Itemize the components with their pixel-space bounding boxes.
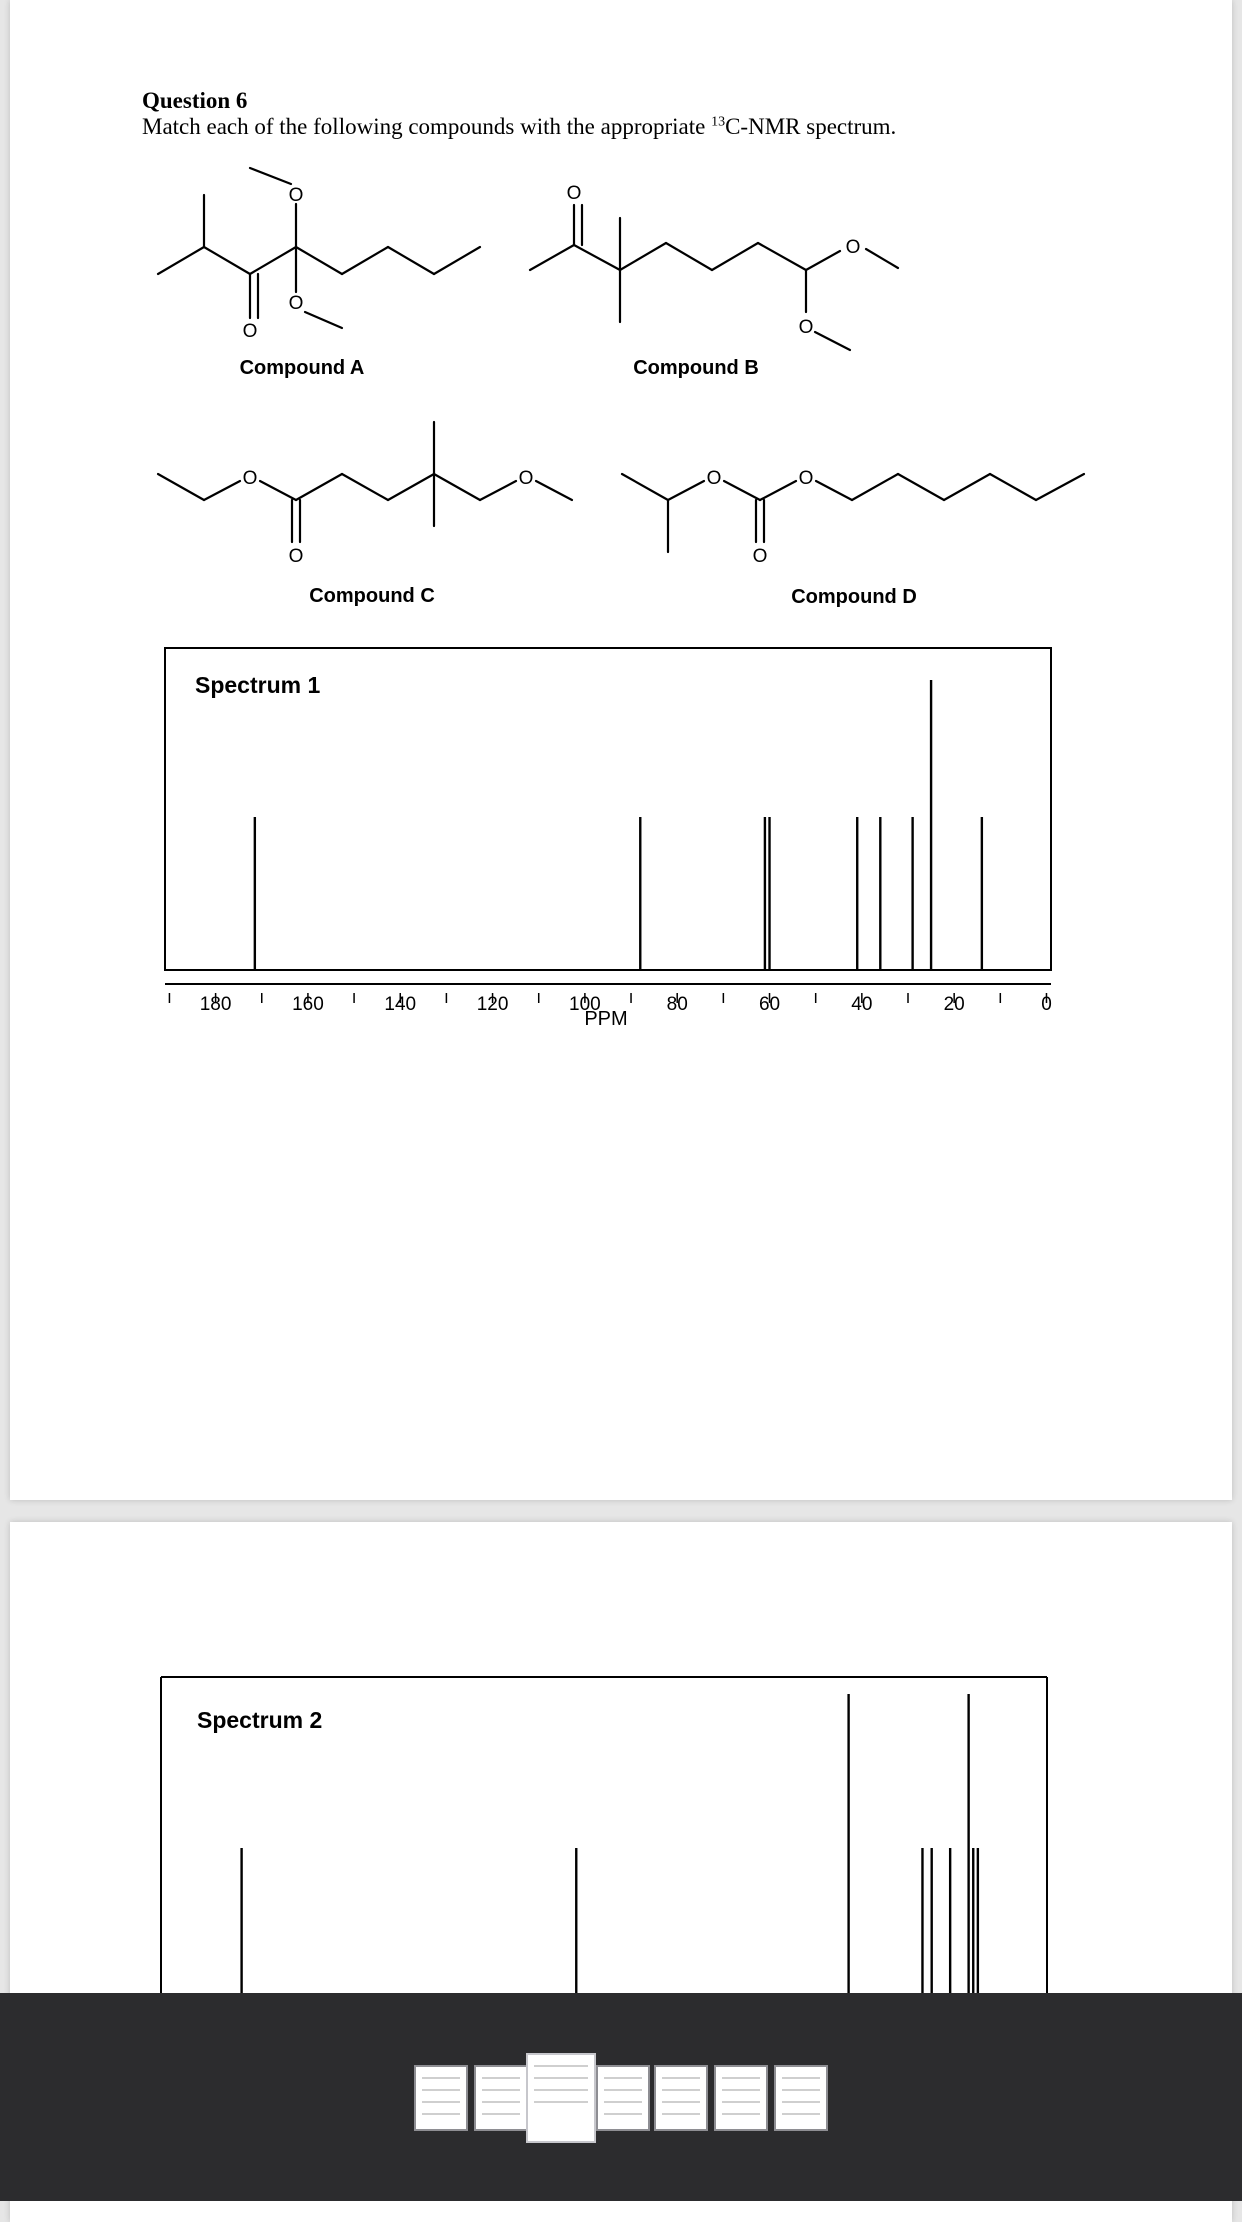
compound-c-oxygen: O bbox=[242, 468, 258, 489]
compound-c-oxygen: O bbox=[518, 468, 534, 489]
compound-b-oxygen: O bbox=[566, 183, 582, 204]
spectrum-1-tick-label: 120 bbox=[476, 994, 509, 1015]
spectrum-1-tick-label: 40 bbox=[851, 994, 873, 1015]
spectrum-1-tick-label: 80 bbox=[666, 994, 688, 1015]
compound-d-oxygen: O bbox=[706, 468, 722, 489]
compound-c-oxygen: O bbox=[288, 546, 304, 567]
question-title: Question 6 bbox=[142, 88, 248, 113]
spectrum-1-tick-label: 180 bbox=[199, 994, 232, 1015]
compound-d-label: Compound D bbox=[791, 586, 917, 608]
compound-a-label: Compound A bbox=[239, 357, 365, 379]
spectrum-1-tick-label: 160 bbox=[292, 994, 324, 1015]
spectrum-1-tick-label: 100 bbox=[569, 994, 601, 1015]
spectrum-1-tick-label: 60 bbox=[758, 994, 781, 1015]
compound-b-oxygen: O bbox=[845, 237, 861, 258]
compound-d-oxygen: O bbox=[798, 468, 814, 489]
spectrum-1-title: Spectrum 1 bbox=[195, 672, 321, 698]
page-thumbnail[interactable] bbox=[526, 2053, 596, 2143]
spectrum-1-tick-label: 140 bbox=[384, 994, 417, 1015]
compound-b-label: Compound B bbox=[633, 357, 759, 379]
spectrum-1-tick-label: 20 bbox=[943, 994, 965, 1015]
spectrum-2-title: Spectrum 2 bbox=[197, 1707, 323, 1733]
compound-b-oxygen: O bbox=[798, 317, 814, 338]
compound-a-oxygen: O bbox=[288, 185, 304, 206]
page-thumbnail[interactable] bbox=[474, 2065, 528, 2131]
page-thumbnail[interactable] bbox=[714, 2065, 768, 2131]
compound-a-oxygen: O bbox=[242, 321, 258, 342]
page-thumbnail[interactable] bbox=[414, 2065, 468, 2131]
page-thumbnail[interactable] bbox=[654, 2065, 708, 2131]
page-thumbnail-bar bbox=[0, 1993, 1242, 2201]
compound-d-oxygen: O bbox=[752, 546, 768, 567]
compound-a-oxygen: O bbox=[288, 293, 304, 314]
spectrum-1-tick-label: 0 bbox=[1041, 994, 1052, 1015]
question-text: Match each of the following compounds with the appropriate $^{13}$C-NMR spectrum. bbox=[142, 114, 897, 139]
page-thumbnail[interactable] bbox=[596, 2065, 650, 2131]
compound-c-label: Compound C bbox=[309, 585, 435, 607]
page-thumbnail[interactable] bbox=[774, 2065, 828, 2131]
isotope-superscript: 13 bbox=[711, 114, 726, 130]
spectrum-1-axis-label: PPM bbox=[584, 1008, 628, 1030]
